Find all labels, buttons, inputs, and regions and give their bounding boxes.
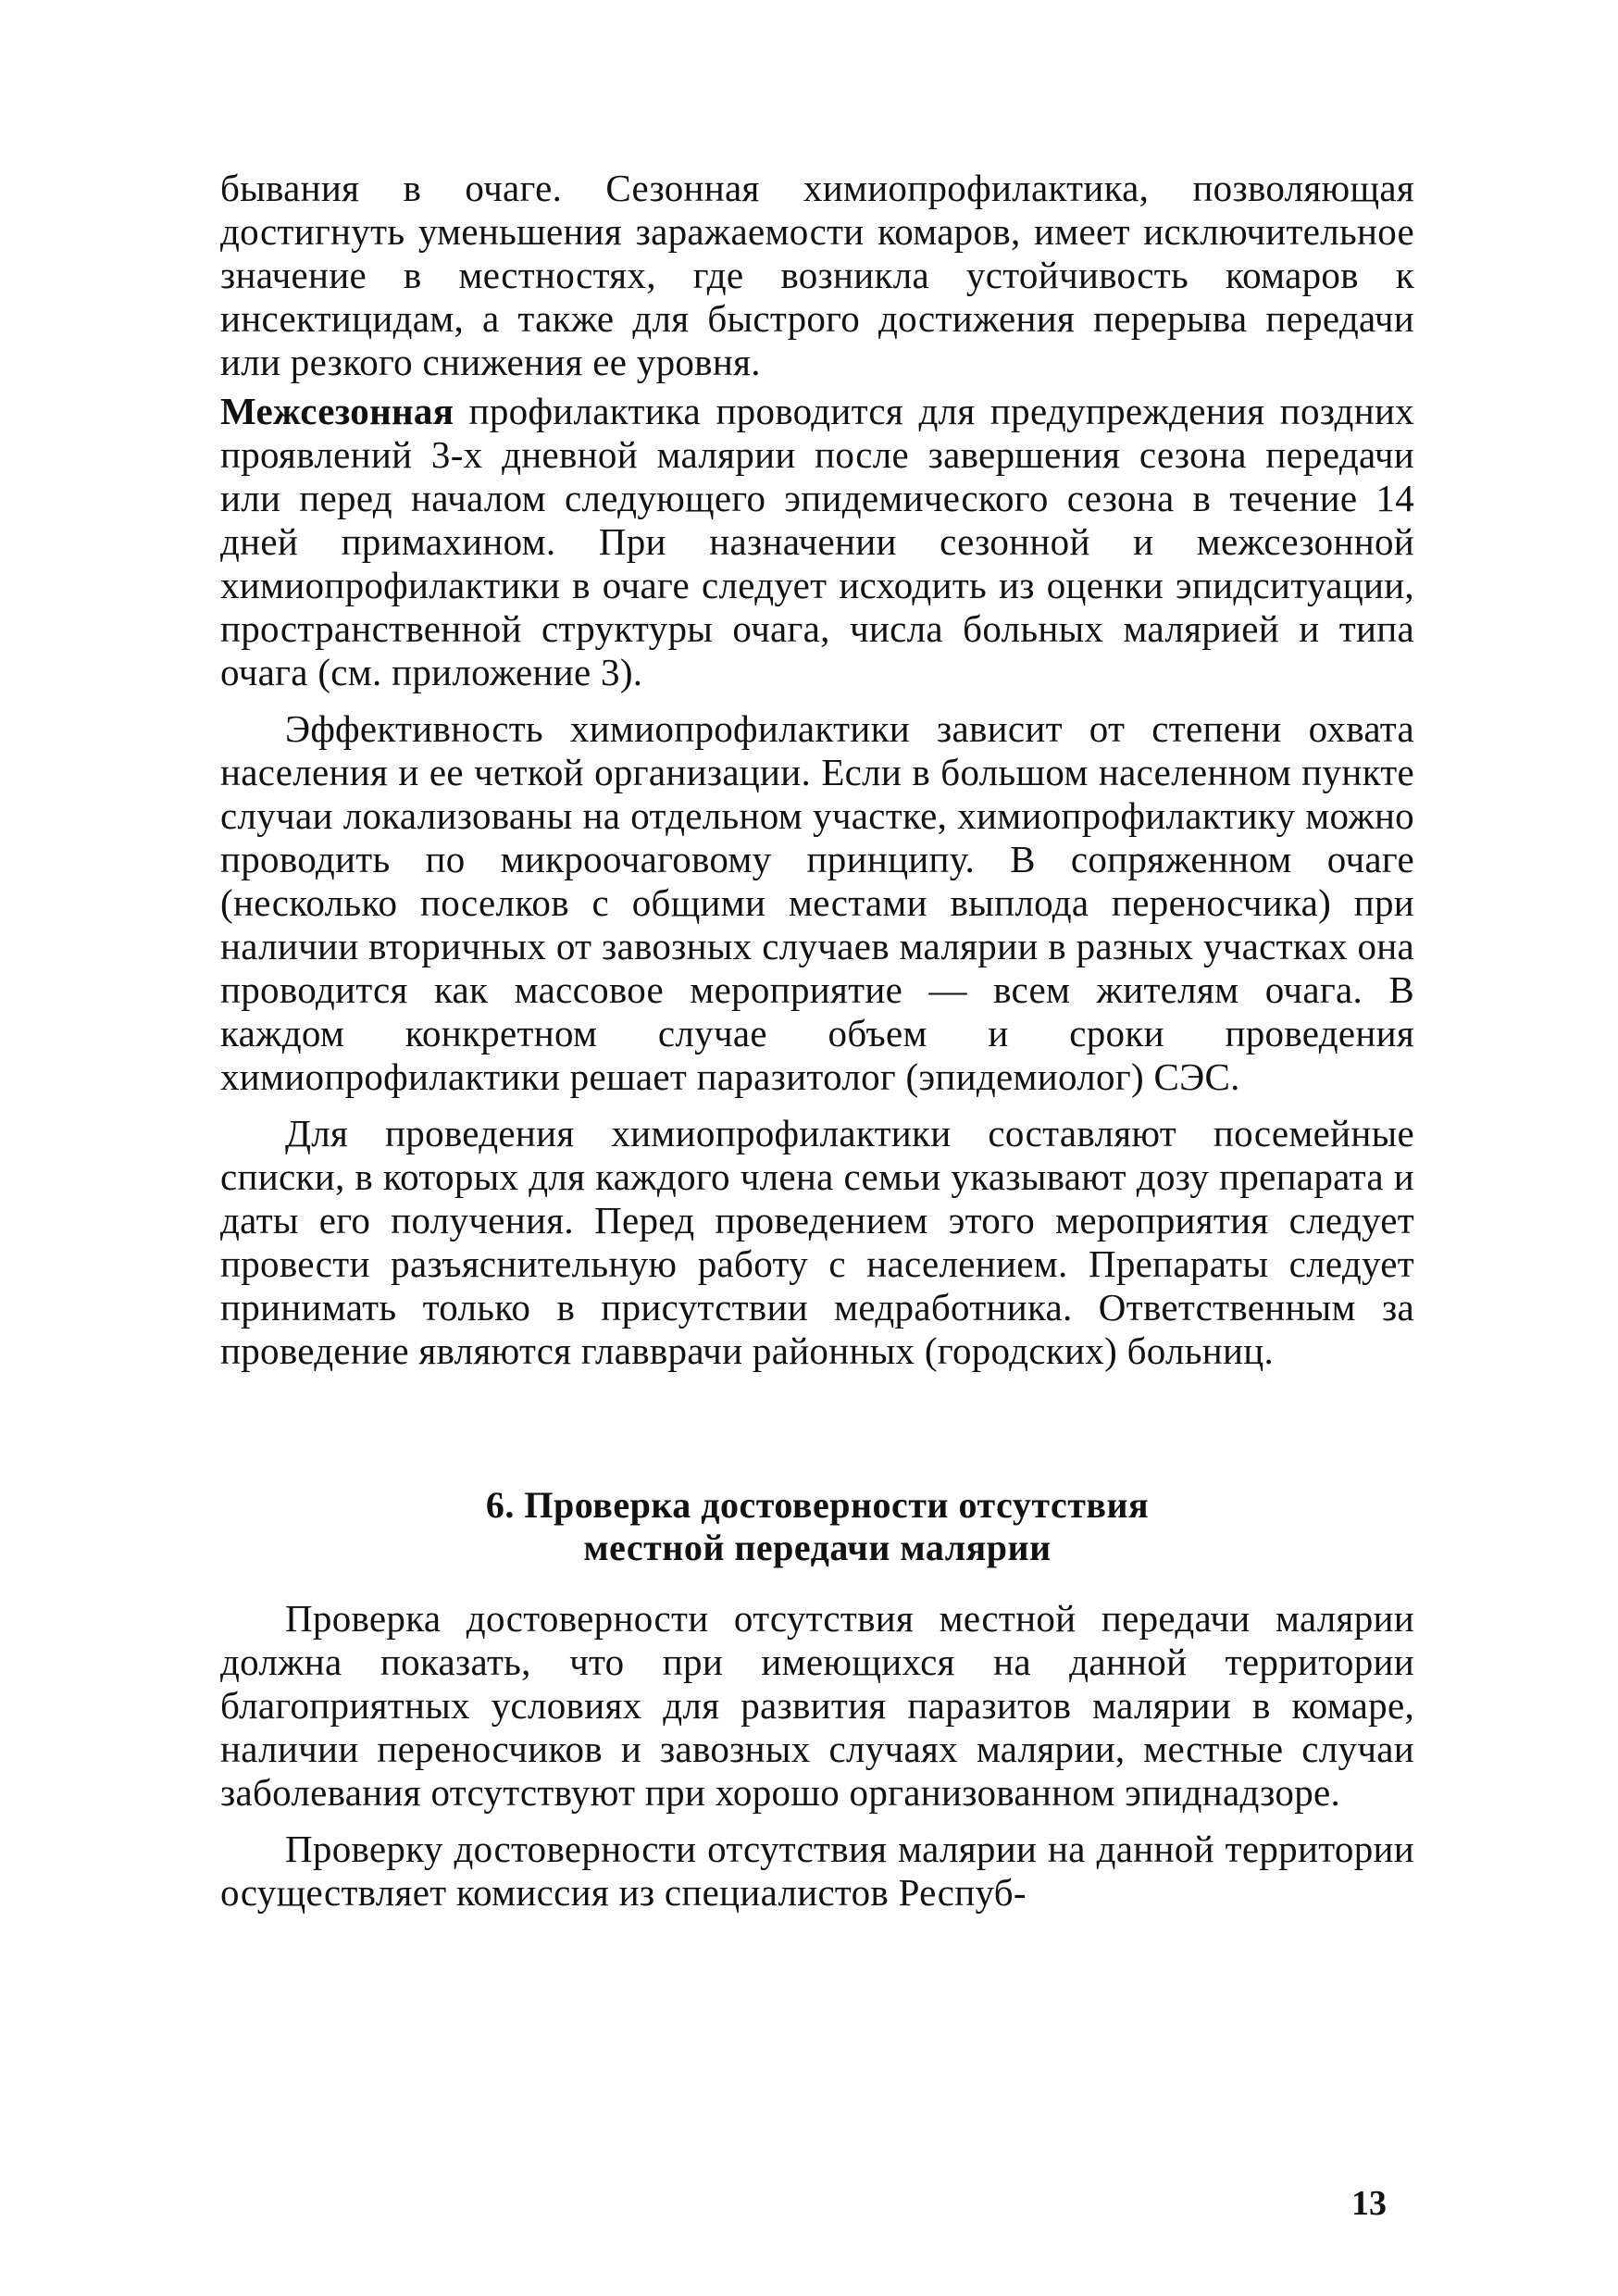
section-heading-line-2: местной передачи малярии [583,1527,1052,1568]
paragraph-interseasonal-prophylaxis [220,390,1414,694]
paragraph-lead-term: Межсезонная [220,390,454,432]
paragraph-seasonal-chemoprophylaxis: бывания в очаге. Сезонная химиопрофилактика, позволяющая достигнуть уменьшения заражаемости комаров, имеет исключительное значение в местностях, где возникла устойчивость комаров к инсектицидам, а также для быстрого достижения перерыва передачи или резкого снижения ее уровня. [220,167,1414,383]
paragraph-verification-commission: Проверку достоверности отсутствия малярии на данной территории осуществляет комиссия из специалистов Респуб- [220,1828,1414,1914]
paragraph-verification-purpose: Проверка достоверности отсутствия местной передачи малярии должна показать, что при имеющихся на данной территории благоприятных условиях для развития паразитов малярии в комаре, наличии переносчиков и завозных случаях малярии, местные случаи заболевания отсутствуют при хорошо организованном эпиднадзоре. [220,1597,1414,1814]
section-heading-line-1: 6. Проверка достоверности отсутствия [485,1484,1150,1526]
page-number: 13 [1351,2184,1387,2223]
paragraph-family-lists: Для проведения химиопрофилактики составляют посемейные списки, в которых для каждого члена семьи указывают дозу препарата и даты его получения. Перед проведением этого мероприятия следует провести разъяснительную работу с населением. Препараты следует принимать только в присутствии медработника. Ответственным за проведение являются главврачи районных (городских) больниц. [220,1112,1414,1372]
paragraph-effectiveness: Эффективность химиопрофилактики зависит от степени охвата населения и ее четкой организации. Если в большом населенном пункте случаи локализованы на отдельном участке, химиопрофилактику можно проводить по микроочаговому принципу. В сопряженном очаге (несколько поселков с общими местами выплода переносчика) при наличии вторичных от завозных случаев малярии в разных участках она проводится как массовое мероприятие — всем жителям очага. В каждом конкретном случае объем и сроки проведения химиопрофилактики решает паразитолог (эпидемиолог) СЭС. [220,707,1414,1098]
paragraph-interseasonal-body: профилактика проводится для предупреждения поздних проявлений 3-х дневной малярии после завершения сезона передачи или перед началом следующего эпидемического сезона в течение 14 дней примахином. При назначении сезонной и межсезонной химиопрофилактики в очаге следует исходить из оценки эпидситуации, пространственной структуры очага, числа больных малярией и типа очага (см. приложение 3). [220,390,1414,693]
section-heading [220,1484,1414,1569]
document-page [220,167,1414,2240]
